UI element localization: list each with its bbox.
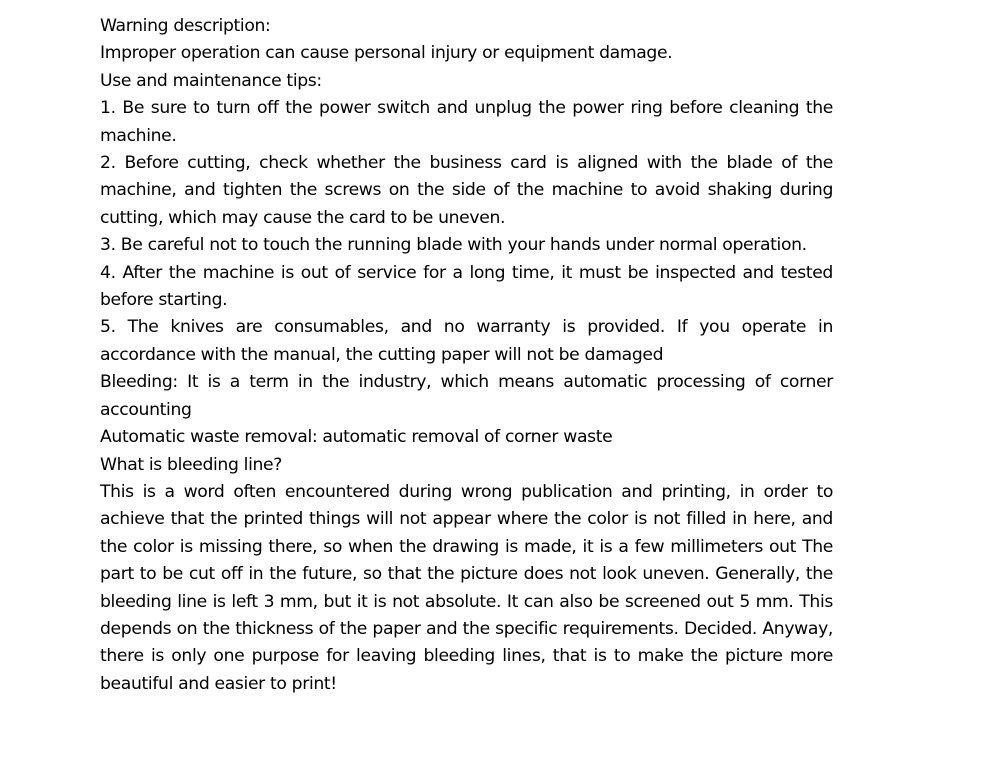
waste-removal-definition: Automatic waste removal: automatic removal of corner waste (100, 427, 613, 448)
tip-item-1: 1. Be sure to turn off the power switch and unplug the power ring before cleaning the machine. (100, 98, 833, 146)
tip-item-3: 3. Be careful not to touch the running blade with your hands under normal operation. (100, 235, 807, 256)
warning-text: Improper operation can cause personal injury or equipment damage. (100, 43, 673, 64)
bleeding-line-question: What is bleeding line? (100, 454, 283, 475)
tip-item-4: 4. After the machine is out of service for a long time, it must be inspected and tested before starting. (100, 262, 833, 311)
tips-heading: Use and maintenance tips: (100, 70, 322, 91)
tip-item-5: 5. The knives are consumables, and no warranty is provided. If you operate in accordance with the manual, the cutting paper will not be damaged (100, 317, 833, 365)
document-body (100, 13, 833, 698)
bleeding-definition: Bleeding: It is a term in the industry, which means automatic processing of corner accounting (100, 372, 833, 420)
warning-heading: Warning description: (100, 16, 271, 36)
bleeding-line-answer: This is a word often encountered during wrong publication and printing, in order to achieve that the printed things will not appear where the color is not filled in here, and the color is missing there, so when the drawing is made, it is a few millimeters out The part to be cut off in the future, so that the picture does not look uneven. Generally, the bleeding line is left 3 mm, but it is not absolute. It can also be screened out 5 mm. This depends on the thickness of the paper and the specific requirements. Decided. Anyway, there is only one purpose for leaving bleeding lines, that is to make the picture more beautiful and easier to print! (100, 481, 833, 694)
tip-item-2: 2. Before cutting, check whether the business card is aligned with the blade of the machine, and tighten the screws on the side of the machine to avoid shaking during cutting, which may cause the card to be uneven. (100, 153, 833, 228)
